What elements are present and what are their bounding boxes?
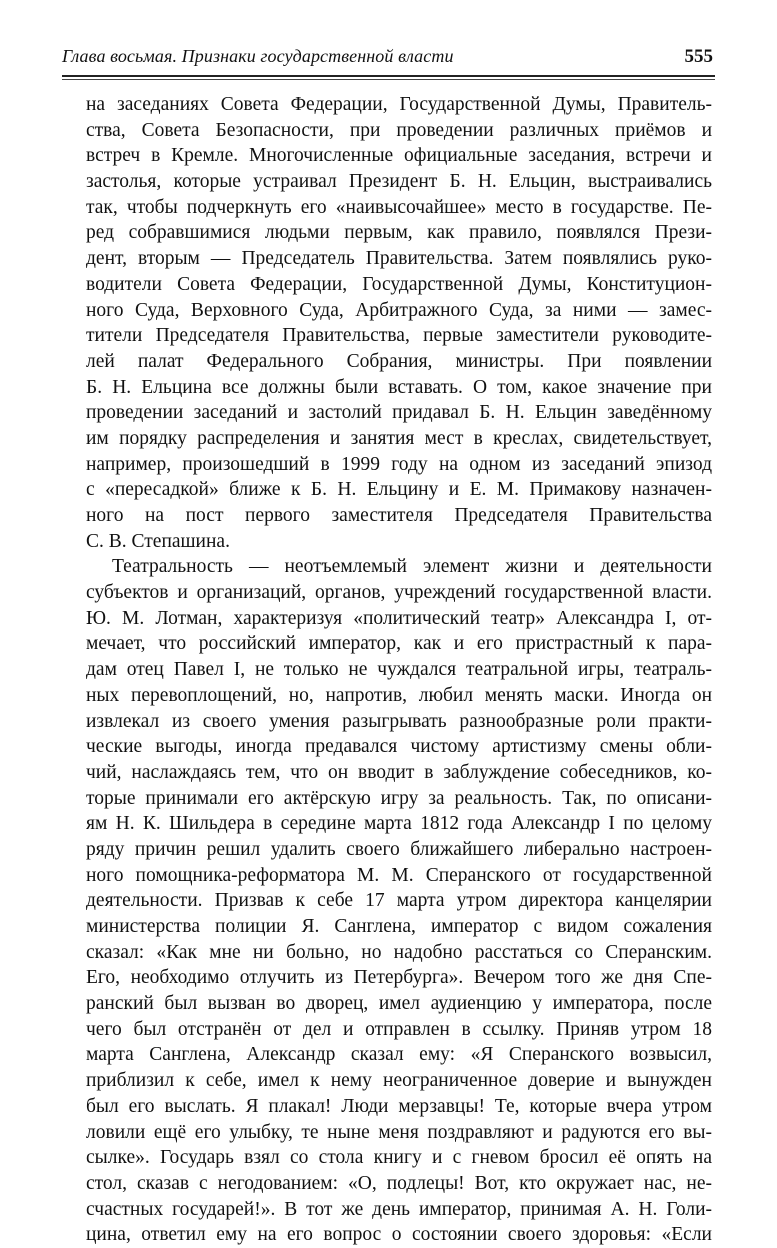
text-line: проведении заседаний и застолий придавал Б. Н. Ельцин заведённому (86, 402, 712, 424)
text-line: Б. Н. Ельцина все должны были вставать. О том, какое значение при (86, 376, 712, 398)
text-line: деятельности. Призвав к себе 17 марта утром директора канцелярии (86, 890, 712, 912)
header-rule-thin (62, 79, 715, 80)
text-line: на заседаниях Совета Федерации, Государственной Думы, Правитель- (86, 94, 712, 115)
text-line: ного Суда, Верховного Суда, Арбитражного Суда, за ними — замес- (86, 299, 712, 321)
text-line: чего был отстранён от дел и отправлен в ссылку. Приняв утром 18 (86, 1018, 712, 1040)
text-line: например, произошедший в 1999 году на одном из заседаний эпизод (86, 453, 712, 475)
text-line: Театральность — неотъемлемый элемент жизни и деятельности (112, 556, 712, 578)
text-line: ного на пост первого заместителя Председателя Правительства (86, 505, 712, 526)
text-line: стол, сказав с негодованием: «О, подлецы! Вот, кто окружает нас, не- (86, 1172, 712, 1194)
body-text (86, 92, 712, 1248)
text-line: был его выслать. Я плакал! Люди мерзавцы! Те, которые вчера утром (86, 1095, 712, 1117)
text-line: встреч в Кремле. Многочисленные официальные заседания, встречи и (86, 145, 712, 167)
text-line: ряду причин решил удалить своего ближайшего либерально настроен- (86, 838, 712, 860)
page-header (62, 46, 715, 74)
text-line: ловили ещё его улыбку, те ныне меня поздравляют и радуются его вы- (86, 1121, 712, 1143)
running-head: Глава восьмая. Признаки государственной власти (62, 46, 454, 66)
header-rule-thick (62, 75, 715, 77)
text-line: цина, ответил ему на его вопрос о состоянии своего здоровья: «Если (86, 1224, 712, 1246)
text-line: министерства полиции Я. Санглена, император с видом сожаления (86, 916, 712, 937)
paragraph-1 (86, 92, 712, 554)
text-line: ных перевоплощений, но, напротив, любил менять маски. Иногда он (86, 684, 712, 706)
text-line: дент, вторым — Председатель Правительства. Затем появлялись руко- (86, 248, 712, 270)
text-line: дам отец Павел I, не только не чуждался театральной игры, театраль- (86, 659, 712, 681)
text-line: субъектов и организаций, органов, учреждений государственной власти. (86, 582, 712, 604)
text-line: ям Н. К. Шильдера в середине марта 1812 года Александр I по целому (86, 813, 712, 835)
text-line: ред собравшимися людьми первым, как правило, появлялся Прези- (86, 222, 712, 244)
text-line: Его, необходимо отлучить из Петербурга». Вечером того же дня Спе- (86, 967, 712, 989)
text-line: с «пересадкой» ближе к Б. Н. Ельцину и Е. М. Примакову назначен- (86, 479, 712, 501)
text-line: мечает, что российский император, как и его пристрастный к пара- (86, 633, 712, 655)
text-line: приблизил к себе, имел к нему неограниченное доверие и вынужден (86, 1070, 712, 1092)
text-line: чий, наслаждаясь тем, что он вводит в заблуждение собеседников, ко- (86, 761, 712, 783)
text-line: ного помощника-реформатора М. М. Сперанского от государственной (86, 864, 712, 886)
text-line: счастных государей!». В тот же день император, принимая А. Н. Голи- (86, 1198, 712, 1220)
text-line: торые принимали его актёрскую игру за реальность. Так, по описани- (86, 787, 712, 809)
text-line: марта Санглена, Александр сказал ему: «Я Сперанского возвысил, (86, 1044, 712, 1066)
text-line: ческие выгоды, иногда предавался чистому артистизму смены обли- (86, 736, 712, 758)
text-line: лей палат Федерального Собрания, министры. При появлении (86, 350, 712, 372)
text-line: сказал: «Как мне ни больно, но надобно расстаться со Сперанским. (86, 941, 712, 963)
text-line: ранский был вызван во дворец, имел аудиенцию у императора, после (86, 993, 712, 1015)
text-line: извлекал из своего умения разыгрывать разнообразные роли практи- (86, 710, 712, 732)
paragraph-2 (86, 554, 712, 1248)
text-line: застолья, которые устраивал Президент Б. Н. Ельцин, выстраивались (86, 171, 712, 193)
text-line: водители Совета Федерации, Государственной Думы, Конституцион- (86, 273, 712, 295)
text-line: Ю. М. Лотман, характеризуя «политический театр» Александра I, от- (86, 607, 712, 629)
text-line: С. В. Степашина. (86, 530, 230, 552)
text-line: тители Председателя Правительства, первые заместители руководите- (86, 325, 712, 347)
text-line: ства, Совета Безопасности, при проведении различных приёмов и (86, 119, 712, 141)
text-line: так, чтобы подчеркнуть его «наивысочайшее» место в государстве. Пе- (86, 196, 712, 218)
page-number: 555 (684, 46, 713, 67)
text-line: сылке». Государь взял со стола книгу и с гневом бросил её опять на (86, 1147, 712, 1169)
text-line: им порядку распределения и занятия мест в креслах, свидетельствует, (86, 427, 712, 449)
